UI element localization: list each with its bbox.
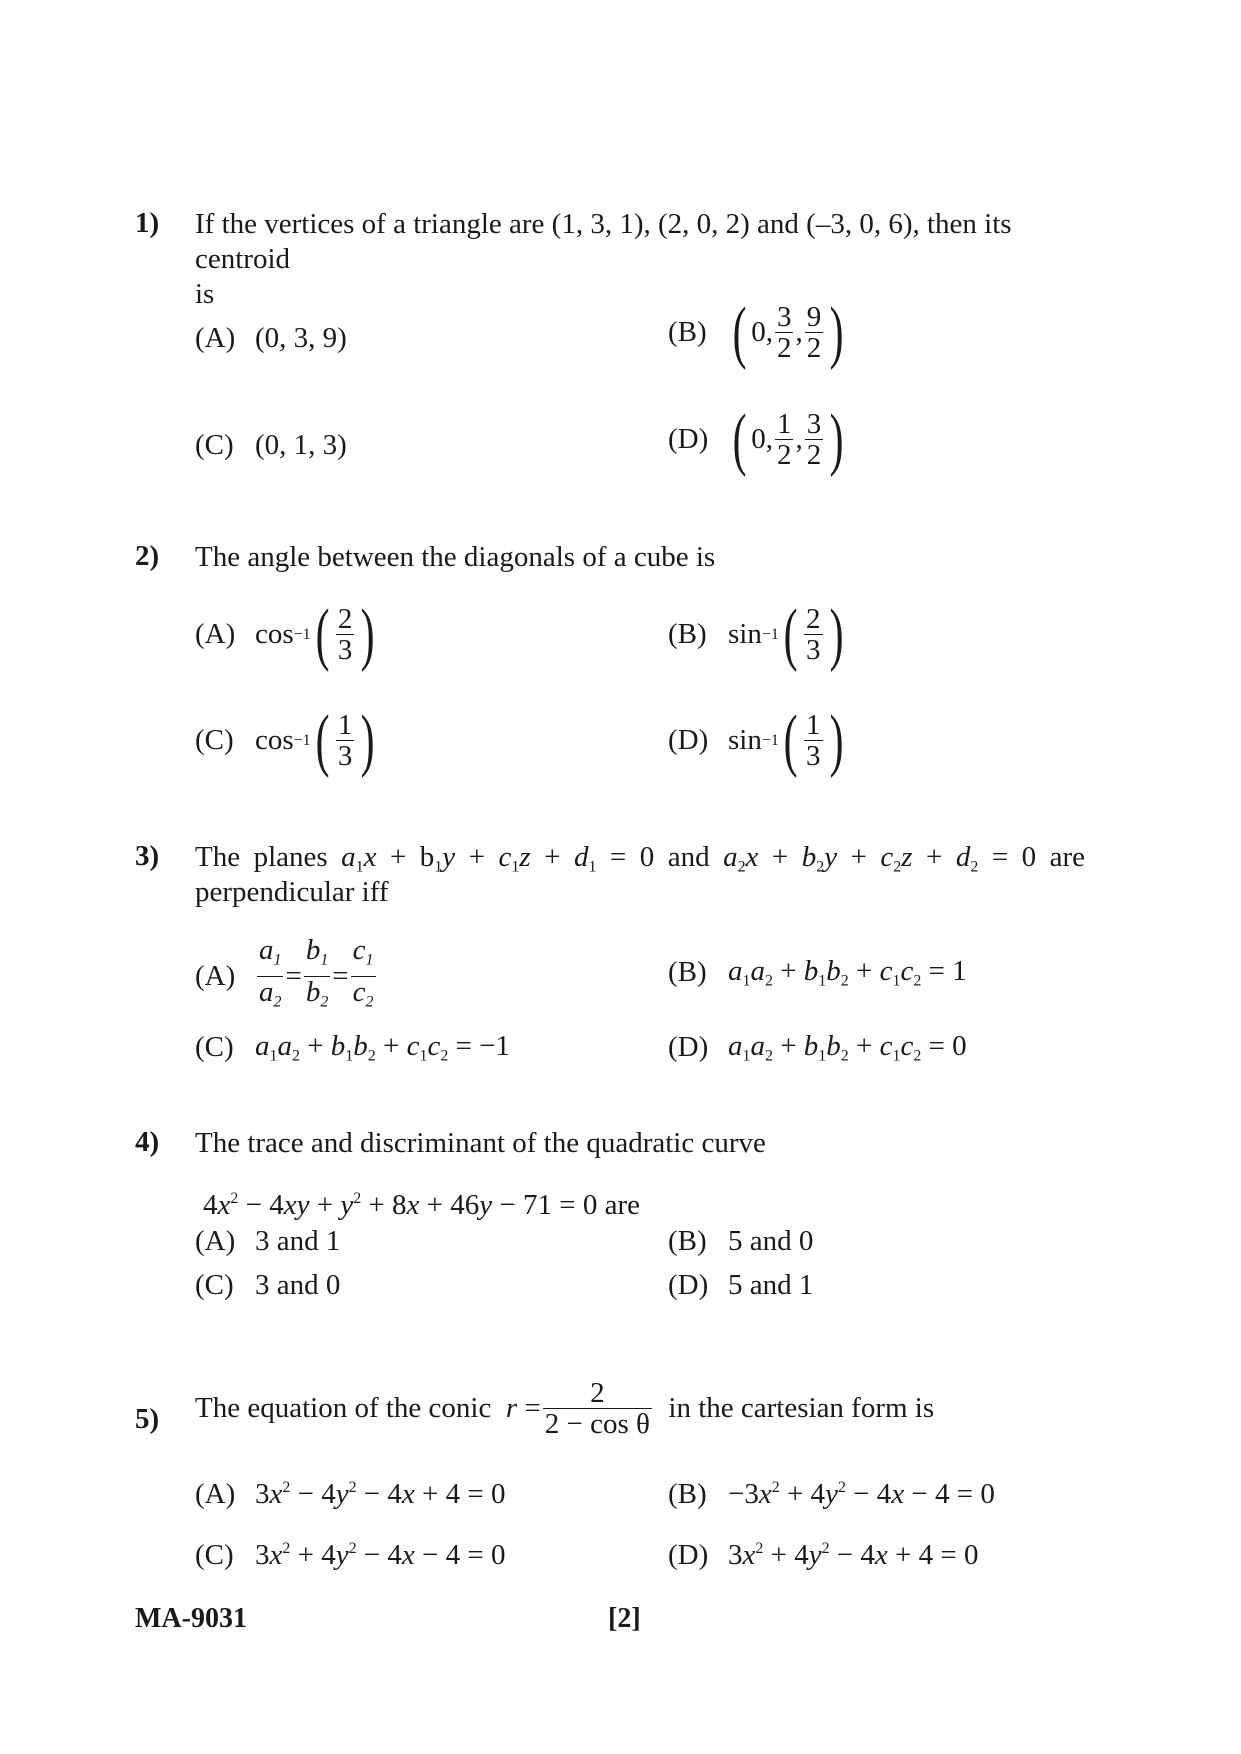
- option-math: cos −1 ( $\frac{2}{3}$ ): [255, 596, 375, 673]
- option-label: (B): [668, 1225, 707, 1257]
- option-a[interactable]: [195, 935, 378, 1018]
- question-stem: The trace and discriminant of the quadratic curve: [195, 1127, 766, 1159]
- fraction: $\frac{3}{2}$: [806, 407, 822, 472]
- question-stem: [195, 207, 1085, 312]
- option-text: 3 and 0: [255, 1269, 341, 1301]
- option-b[interactable]: [668, 596, 848, 673]
- option-label: (D): [668, 423, 709, 456]
- option-label: (C): [195, 1031, 234, 1064]
- paper-code: MA-9031: [135, 1603, 247, 1634]
- option-math: $3x^2 + 4y^2 - 4x - 4 = 0$: [255, 1539, 506, 1571]
- fraction: $\frac{3}{2}$: [776, 300, 792, 365]
- option-text: (0, 1, 3): [255, 429, 347, 461]
- option-math: ( 0, $\frac{3}{2}$ , $\frac{9}{2}$ ): [732, 294, 844, 371]
- option-label: (A): [195, 1225, 236, 1257]
- question-number: 1): [135, 207, 160, 239]
- option-label: (A): [195, 1478, 236, 1510]
- option-d[interactable]: [668, 401, 848, 478]
- option-b[interactable]: [668, 294, 848, 371]
- option-label: (B): [668, 316, 707, 349]
- math-text: 0,: [751, 423, 773, 456]
- option-label: (D): [668, 1269, 709, 1301]
- option-a[interactable]: [195, 1225, 340, 1258]
- option-math: $3x^2 + 4y^2 - 4x + 4 = 0$: [728, 1539, 979, 1571]
- stem-line: If the vertices of a triangle are (1, 3, 1), (2, 0, 2) and (–3, 0, 6), then its centroid: [195, 208, 1012, 275]
- option-math: cos −1 ( $\frac{1}{3}$ ): [255, 702, 375, 779]
- option-c[interactable]: [195, 429, 347, 462]
- option-math: $3x^2 - 4y^2 - 4x + 4 = 0$: [255, 1478, 506, 1510]
- fraction: $\frac{9}{2}$: [806, 300, 822, 365]
- question-number: 3): [135, 840, 160, 872]
- page-number: [2]: [608, 1603, 641, 1634]
- option-b[interactable]: [668, 1478, 995, 1511]
- option-text: (0, 3, 9): [255, 322, 347, 354]
- option-a[interactable]: [195, 1478, 506, 1511]
- option-math: $-3x^2 + 4y^2 - 4x - 4 = 0$: [728, 1478, 995, 1510]
- stem-line: The planes $a_1x + b_1y + c_1z + d_1 = 0$ and $a_2x + b_2y + c_2z + d_2 = 0$ are: [195, 841, 1086, 876]
- option-label: (C): [195, 1269, 234, 1301]
- option-a[interactable]: [195, 596, 380, 673]
- option-label: (C): [195, 429, 234, 461]
- option-c[interactable]: [195, 1539, 506, 1572]
- option-d[interactable]: [668, 1269, 813, 1302]
- option-b[interactable]: [668, 955, 967, 991]
- stem-line: is: [195, 278, 215, 310]
- question-number: 2): [135, 540, 160, 572]
- option-label: (D): [668, 724, 709, 757]
- question-stem: The angle between the diagonals of a cube is: [195, 541, 716, 573]
- option-label: (A): [195, 322, 236, 354]
- option-math: sin −1 ( $\frac{1}{3}$ ): [728, 702, 844, 779]
- option-c[interactable]: [195, 1030, 510, 1066]
- option-text: 5 and 1: [728, 1269, 814, 1301]
- question-number: 5): [135, 1403, 160, 1435]
- option-label: (A): [195, 960, 236, 993]
- option-d[interactable]: [668, 1539, 979, 1572]
- option-math: $a_1a_2 + b_1b_2 + c_1c_2 = 0$: [728, 1030, 967, 1065]
- option-label: (D): [668, 1031, 709, 1064]
- math-text: ,: [795, 423, 803, 456]
- option-label: (A): [195, 618, 236, 651]
- option-label: (B): [668, 1478, 707, 1510]
- option-d[interactable]: [668, 702, 848, 779]
- option-math: $\frac{a_1}{a_2}$ = $\frac{b_1}{b_2}$ = $\frac{c_1}{c_2}$: [255, 935, 378, 1018]
- question-number: 4): [135, 1126, 160, 1158]
- option-a[interactable]: [195, 322, 347, 355]
- option-label: (C): [195, 724, 234, 757]
- math-text: ,: [795, 316, 803, 349]
- option-math: sin −1 ( $\frac{2}{3}$ ): [728, 596, 844, 673]
- option-label: (B): [668, 956, 707, 989]
- option-math: ( 0, $\frac{1}{2}$ , $\frac{3}{2}$ ): [732, 401, 844, 478]
- fraction: $\frac{1}{2}$: [776, 407, 792, 472]
- question-stem: The equation of the conic r = $\frac{2}{\text{2 − cos θ}}$ in the cartesian form is: [195, 1377, 935, 1441]
- option-b[interactable]: [668, 1225, 813, 1258]
- option-math: $a_1a_2 + b_1b_2 + c_1c_2 = -1$: [255, 1030, 510, 1065]
- option-text: 5 and 0: [728, 1225, 814, 1257]
- option-d[interactable]: [668, 1030, 967, 1066]
- option-c[interactable]: [195, 702, 380, 779]
- math-text: 0,: [751, 316, 773, 349]
- option-c[interactable]: [195, 1269, 340, 1302]
- option-label: (B): [668, 618, 707, 651]
- quadratic-equation: $4x^2 - 4xy + y^2 + 8x + 46y - 71 = 0$ are: [203, 1189, 640, 1222]
- option-math: $a_1a_2 + b_1b_2 + c_1c_2 = 1$: [728, 955, 967, 990]
- option-label: (C): [195, 1539, 234, 1571]
- stem-line: perpendicular iff: [195, 876, 389, 908]
- option-label: (D): [668, 1539, 709, 1571]
- fraction: $\frac{2}{\text{2 − cos θ}}$: [544, 1377, 650, 1441]
- option-text: 3 and 1: [255, 1225, 341, 1257]
